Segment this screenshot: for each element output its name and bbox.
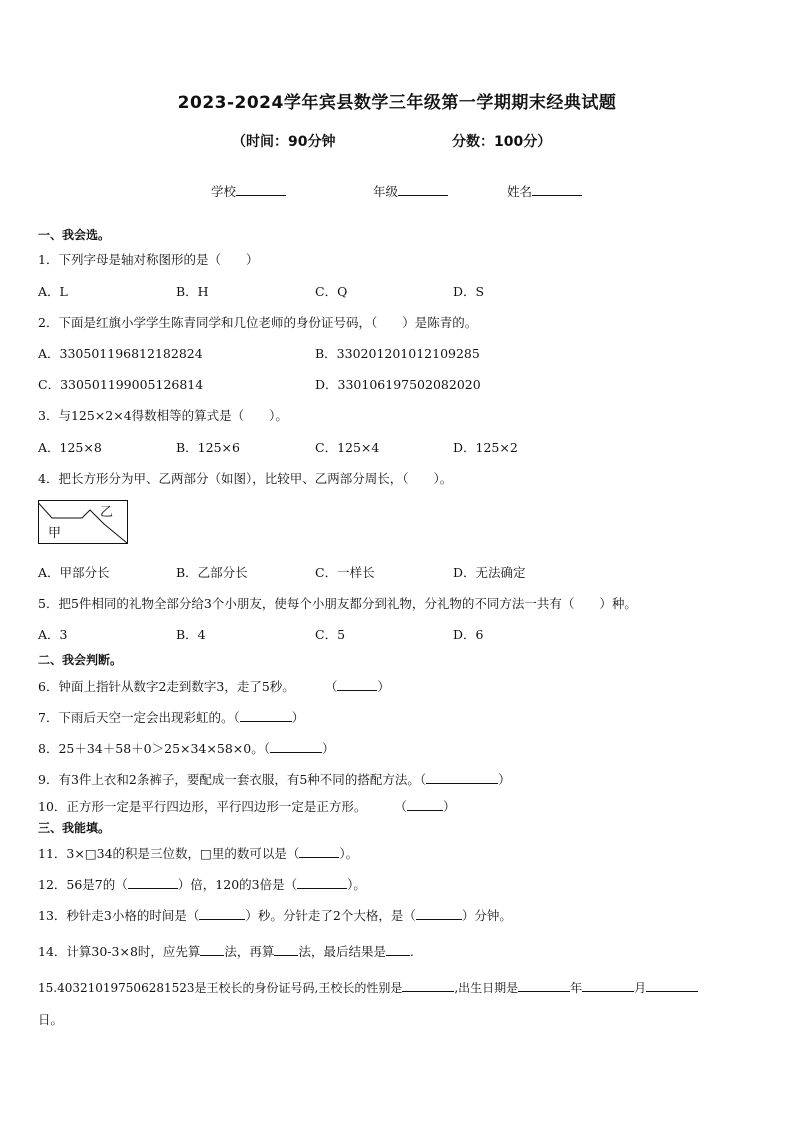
school-field [211, 182, 286, 200]
q2-option-c[interactable]: C．330501199005126814 [38, 377, 204, 392]
q12-text-b: 倍，120的3倍是 [190, 877, 285, 892]
q4-option-a[interactable]: A．甲部分长 [38, 565, 110, 580]
q1-option-b[interactable]: B．H [176, 284, 209, 299]
q1-option-a[interactable]: A．L [38, 284, 68, 299]
question-11: 11．3×□34的积是三位数，□里的数可以是（ ）。 [38, 846, 359, 861]
q13-end: 分钟。 [474, 908, 512, 923]
q1-option-c[interactable]: C．Q [315, 284, 348, 299]
q13-text-b: 秒。分针走了2个大格，是 [257, 908, 404, 923]
question-10: 10．正方形一定是平行四边形，平行四边形一定是正方形。 （ ） [38, 799, 456, 814]
q11-answer-blank[interactable] [299, 845, 339, 858]
q14-text-a: 14．计算30-3×8时，应先算 [38, 944, 201, 959]
question-3: 3．与125×2×4得数相等的算式是（ ）。 [38, 408, 288, 423]
q5-option-b[interactable]: B．4 [176, 627, 206, 642]
school-label: 学校 [211, 184, 237, 199]
q3-option-c[interactable]: C．125×4 [315, 440, 380, 455]
q13-blank-2[interactable] [416, 907, 462, 920]
grade-blank[interactable] [398, 183, 448, 196]
q12-blank-2[interactable] [297, 876, 347, 889]
question-6: 6．钟面上指针从数字2走到数字3，走了5秒。 （ ） [38, 679, 390, 694]
q15-gender-blank[interactable] [402, 979, 454, 992]
q9-answer-blank[interactable] [426, 771, 498, 784]
section-heading-judge: 二、我会判断。 [38, 653, 123, 667]
q12-blank-1[interactable] [128, 876, 178, 889]
q4-option-b[interactable]: B．乙部分长 [176, 565, 248, 580]
school-blank[interactable] [236, 183, 286, 196]
grade-label: 年级 [373, 184, 399, 199]
q14-text-b: 法，再算 [224, 944, 275, 959]
question-1: 1．下列字母是轴对称图形的是（ ） [38, 252, 259, 267]
q15-month-label: 月 [634, 981, 647, 995]
q2-option-b[interactable]: B．330201201012109285 [315, 346, 480, 361]
q11-end: 。 [345, 846, 359, 861]
q14-blank-1[interactable] [200, 943, 224, 956]
q9-text: 9．有3件上衣和2条裤子，要配成一套衣服，有5种不同的搭配方法。 [38, 772, 420, 787]
q2-option-a[interactable]: A．330501196812182824 [38, 346, 203, 361]
q5-option-c[interactable]: C．5 [315, 627, 346, 642]
name-label: 姓名 [507, 184, 533, 199]
name-field [507, 182, 582, 200]
q14-end: . [409, 944, 414, 959]
q10-answer-blank[interactable] [407, 798, 443, 811]
exam-time: （时间：90分钟 [232, 134, 336, 150]
figure-label-jia: 甲 [48, 526, 62, 541]
q5-option-d[interactable]: D．6 [453, 627, 484, 642]
rectangle-figure [38, 500, 128, 544]
q15-year-label: 年 [570, 981, 583, 995]
question-7: 7．下雨后天空一定会出现彩虹的。（ ） [38, 710, 305, 725]
q15-day-label: 日。 [38, 1012, 64, 1027]
q14-blank-2[interactable] [274, 943, 298, 956]
q12-end: 。 [353, 877, 366, 892]
q15-text-a: 15.403210197506281523是王校长的身份证号码,王校长的性别是 [38, 981, 403, 995]
q15-day-blank[interactable] [646, 979, 698, 992]
q8-text: 8．25＋34＋58＋0＞25×34×58×0。 [38, 741, 264, 756]
q3-option-b[interactable]: B．125×6 [176, 440, 240, 455]
question-2: 2．下面是红旗小学学生陈青同学和几位老师的身份证号码，（ ）是陈青的。 [38, 315, 478, 330]
exam-title: 2023-2024学年宾县数学三年级第一学期期末经典试题 [177, 93, 617, 113]
q11-text: 11．3×□34的积是三位数，□里的数可以是 [38, 846, 287, 861]
q6-text: 6．钟面上指针从数字2走到数字3，走了5秒。 [38, 679, 295, 694]
q15-month-blank[interactable] [582, 979, 634, 992]
q15-year-blank[interactable] [518, 979, 570, 992]
q2-option-d[interactable]: D．330106197502082020 [315, 377, 481, 392]
q3-option-d[interactable]: D．125×2 [453, 440, 518, 455]
q13-text-a: 13．秒针走3小格的时间是 [38, 908, 187, 923]
q8-answer-blank[interactable] [270, 740, 322, 753]
rectangle-split-diagram [38, 500, 128, 544]
name-blank[interactable] [532, 183, 582, 196]
q4-option-d[interactable]: D．无法确定 [453, 565, 526, 580]
figure-label-yi: 乙 [100, 505, 114, 520]
q12-text-a: 12．56是7的 [38, 877, 116, 892]
section-heading-choose: 一、我会选。 [38, 228, 111, 242]
q13-blank-1[interactable] [199, 907, 245, 920]
q5-option-a[interactable]: A．3 [38, 627, 68, 642]
q14-blank-3[interactable] [386, 943, 410, 956]
question-9: 9．有3件上衣和2条裤子，要配成一套衣服，有5种不同的搭配方法。（ ） [38, 772, 511, 787]
q7-answer-blank[interactable] [240, 709, 292, 722]
q15-text-b: ,出生日期是 [454, 981, 519, 995]
q6-answer-blank[interactable] [337, 678, 377, 691]
q7-text: 7．下雨后天空一定会出现彩虹的。 [38, 710, 234, 725]
q4-option-c[interactable]: C．一样长 [315, 565, 375, 580]
question-5: 5．把5件相同的礼物全部分给3个小朋友，使每个小朋友都分到礼物，分礼物的不同方法一共有（ ）种。 [38, 596, 637, 611]
question-4: 4．把长方形分为甲、乙两部分（如图），比较甲、乙两部分周长，（ ）。 [38, 471, 453, 486]
question-12: 12．56是7的（ ）倍，120的3倍是（ ）。 [38, 877, 366, 892]
q10-text: 10．正方形一定是平行四边形，平行四边形一定是正方形。 [38, 799, 367, 814]
q14-text-c: 法，最后结果是 [298, 944, 386, 959]
question-15 [38, 979, 698, 996]
grade-field [373, 182, 448, 200]
q1-option-d[interactable]: D．S [453, 284, 485, 299]
exam-score: 分数：100分） [452, 134, 552, 150]
question-8: 8．25＋34＋58＋0＞25×34×58×0。（ ） [38, 741, 335, 756]
q3-option-a[interactable]: A．125×8 [38, 440, 102, 455]
section-heading-fill: 三、我能填。 [38, 821, 111, 835]
question-13: 13．秒针走3小格的时间是（ ）秒。分针走了2个大格，是（ ）分钟。 [38, 908, 512, 923]
question-14 [38, 942, 414, 960]
